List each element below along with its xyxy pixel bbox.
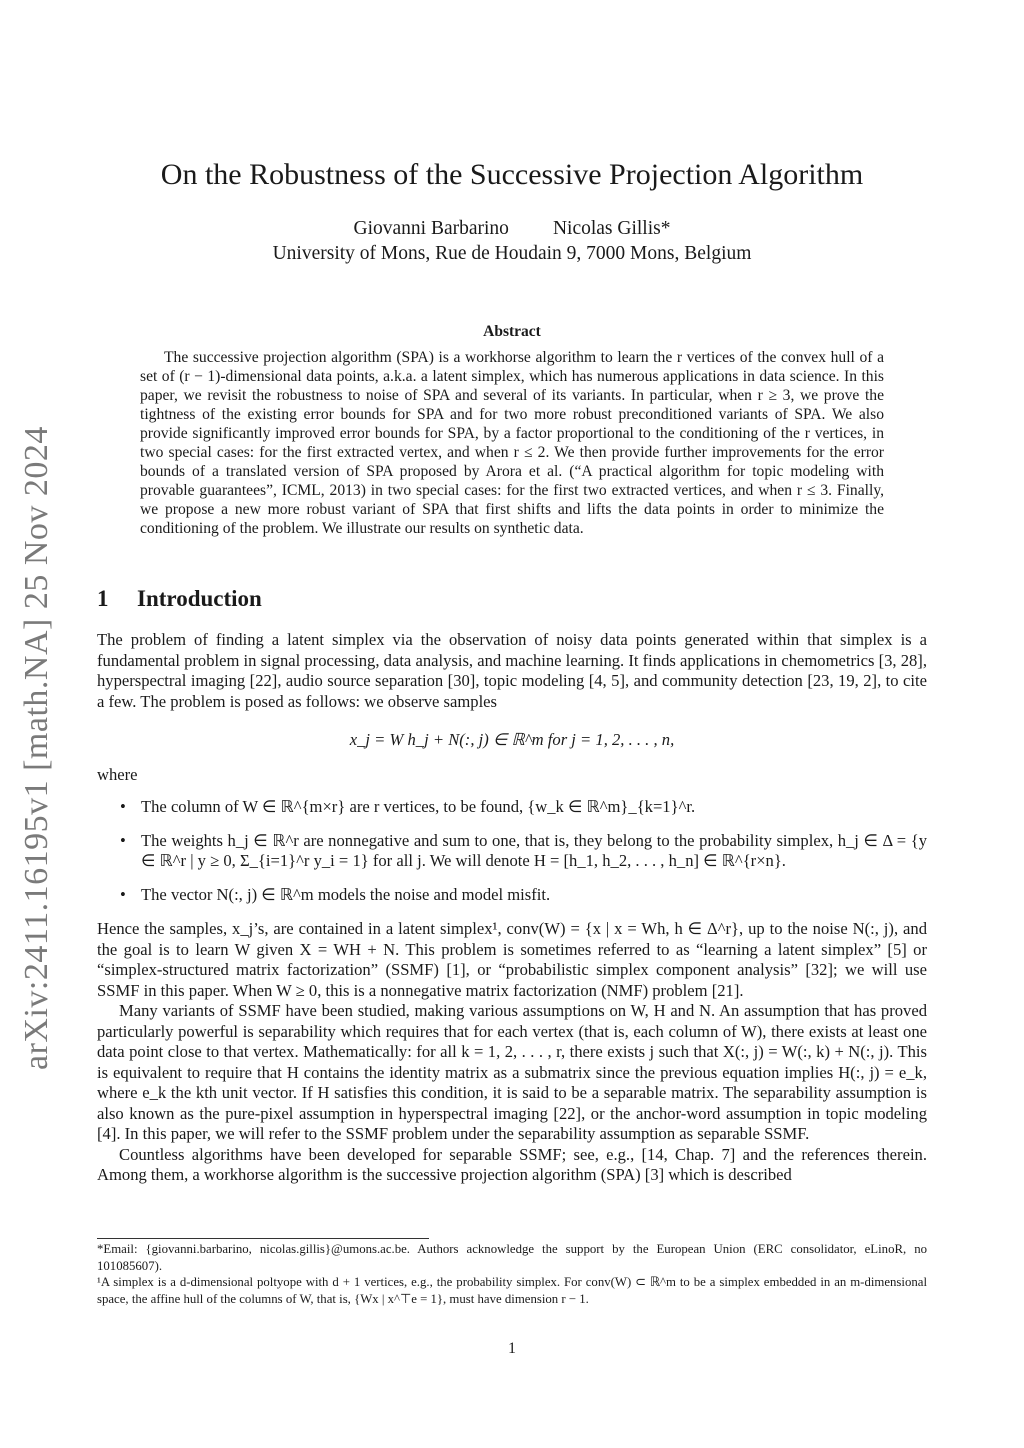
assumption-list [120,797,927,918]
footnote-rule [97,1238,429,1239]
abstract-heading: Abstract [483,323,541,340]
intro-paragraph: Many variants of SSMF have been studied, making various assumptions on W, H and N. An assumption that has proved particularly powerful is separability which requires that for each vertex (that is, each column of W), there exists at least one data point close to that vertex. Mathematically: for all k = 1, 2, . . . , r, there exists j such that X(:, j) = W(:, k) + N(:, j). This is equivalent to require that H contains the identity matrix as a submatrix since the previous equation implies H(:, j) = e_k, where e_k the kth unit vector. If H satisfies this condition, it is said to be a separable matrix. The separability assumption is also known as the pure-pixel assumption in hyperspectral imaging [22], or the anchor-word assumption in topic modeling [4]. In this paper, we will refer to the SSMF problem under the separability assumption as separable SSMF. [97,1001,927,1143]
section-title: Introduction [137,586,262,611]
list-item: • The weights h_j ∈ ℝ^r are nonnegative and sum to one, that is, they belong to the probability simplex, h_j ∈ Δ = {y ∈ ℝ^r | y ≥ 0, Σ_{i=1}^r y_i = 1} for all j. We will denote H = [h_1, h_2, . . . , h_n] ∈ ℝ^{r×n}. [120,831,927,872]
section-number: 1 [97,586,109,611]
author-name: Nicolas Gillis* [552,218,671,239]
author-block [0,216,1024,266]
footnote: *Email: {giovanni.barbarino, nicolas.gillis}@umons.ac.be. Authors acknowledge the support by the European Union (ERC consolidator, eLinoR, no 101085607). [97,1242,927,1273]
abstract-text: The successive projection algorithm (SPA) is a workhorse algorithm to learn the r vertices of the convex hull of a set of (r − 1)-dimensional data points, a.k.a. a latent simplex, which has numerous applications in data science. In this paper, we revisit the robustness to noise of SPA and several of its variants. In particular, when r ≥ 3, we prove the tightness of the existing error bounds for SPA and for two more robust preconditioned variants of SPA. We also provide significantly improved error bounds for SPA, by a factor proportional to the conditioning of the r vertices, in two special cases: for the first extracted vertex, and when r ≤ 2. We then provide further improvements for the error bounds of a translated version of SPA proposed by Arora et al. (“A practical algorithm for topic modeling with provable guarantees”, ICML, 2013) in two special cases: for the first two extracted vertices, and when r ≤ 3. Finally, we propose a new more robust variant of SPA that first shifts and lifts the data points in order to minimize the conditioning of the problem. We illustrate our results on synthetic data. [140,349,884,537]
footnotes [97,1241,927,1307]
author-name: Giovanni Barbarino [353,218,509,239]
intro-paragraph: The problem of finding a latent simplex via the observation of noisy data points generated within that simplex is a fundamental problem in signal processing, data analysis, and machine learning. It finds applications in chemometrics [3, 28], hyperspectral imaging [22], audio source separation [30], topic modeling [4, 5], and community detection [23, 19, 2], to cite a few. The problem is posed as follows: we observe samples [97,630,927,711]
list-item: • The column of W ∈ ℝ^{m×r} are r vertices, to be found, {w_k ∈ ℝ^m}_{k=1}^r. [120,797,927,818]
section-heading [97,586,262,612]
where-text: where [97,765,138,784]
paper-title: On the Robustness of the Successive Projection Algorithm [160,158,864,191]
footnote: ¹A simplex is a d-dimensional poltyope with d + 1 vertices, e.g., the probability simplex. For conv(W) ⊂ ℝ^m to be a simplex embedded in an m-dimensional space, the affine hull of the columns of W, that is, {Wx | x^⊤e = 1}, must have dimension r − 1. [97,1275,927,1306]
affiliation: University of Mons, Rue de Houdain 9, 7000 Mons, Belgium [272,243,752,264]
page-number: 1 [508,1340,516,1357]
intro-body [97,919,927,1186]
arxiv-identifier-stamp: arXiv:2411.16195v1 [math.NA] 25 Nov 2024 [18,426,55,1070]
intro-paragraph: Hence the samples, x_j’s, are contained in a latent simplex¹, conv(W) = {x | x = Wh, h ∈ Δ^r}, up to the noise N(:, j), and the goal is to learn W given X = WH + N. This problem is sometimes referred to as “learning a latent simplex” [5] or “simplex-structured matrix factorization” (SSMF) [1], or “probabilistic simplex component analysis” [32]; we will use SSMF in this paper. When W ≥ 0, this is a nonnegative matrix factorization (NMF) problem [21]. [97,919,927,1000]
intro-paragraph: Countless algorithms have been developed for separable SSMF; see, e.g., [14, Chap. 7] and the references therein. Among them, a workhorse algorithm is the successive projection algorithm (SPA) [3] which is described [97,1144,927,1184]
display-equation: x_j = W h_j + N(:, j) ∈ ℝ^m for j = 1, 2, . . . , n, [349,730,675,749]
list-item: • The vector N(:, j) ∈ ℝ^m models the noise and model misfit. [120,885,927,906]
